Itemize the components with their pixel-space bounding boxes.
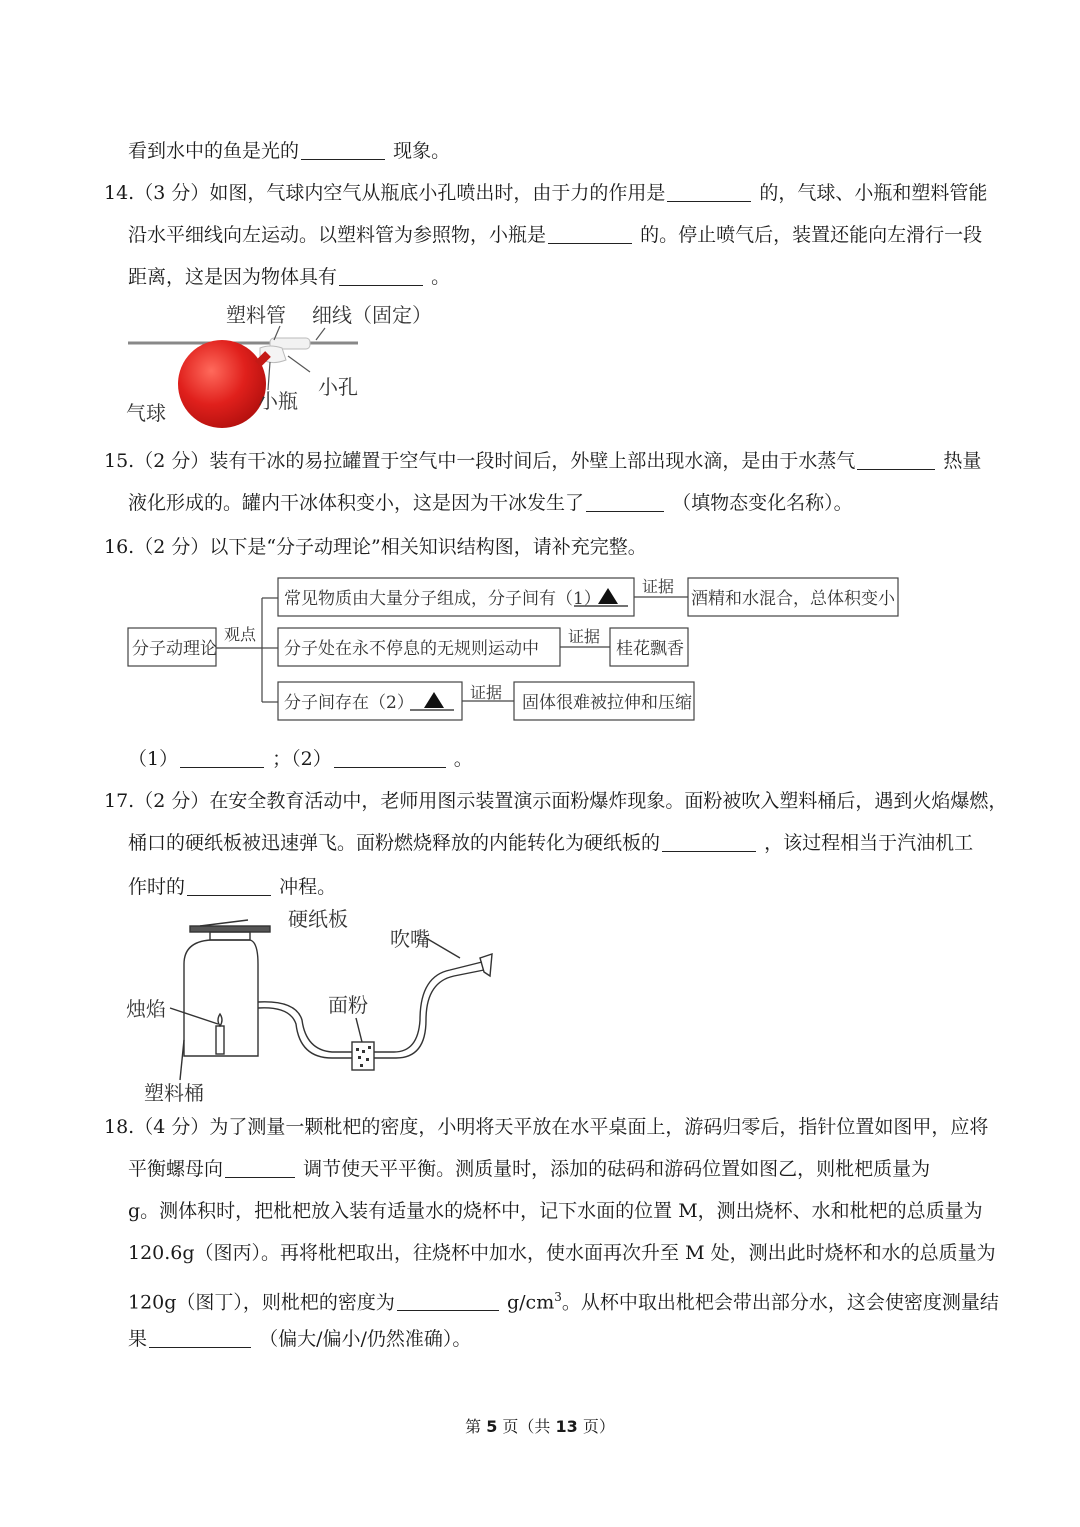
q13-text-a: 看到水中的鱼是光的 (128, 140, 300, 162)
q17-blank-1[interactable] (662, 831, 756, 852)
string-label: 细线（固定） (312, 303, 432, 327)
branch-3-label: 分子间存在（2） (284, 693, 414, 713)
evidence-3-text: 固体很难被拉伸和压缩 (522, 693, 692, 713)
q17-line-2 (128, 830, 973, 856)
candle (216, 1026, 224, 1054)
view-label: 观点 (224, 625, 257, 644)
branch-1-label: 常见物质由大量分子组成，分子间有（1） (284, 589, 601, 609)
q13-answer-blank[interactable] (301, 139, 385, 160)
evidence-label-3: 证据 (470, 683, 503, 702)
bucket-label: 塑料桶 (144, 1081, 204, 1105)
q14-line-1 (104, 180, 987, 206)
flour-explosion-figure (120, 900, 500, 1106)
branch-2-label: 分子处在永不停息的无规则运动中 (284, 639, 539, 659)
q13-line (128, 138, 450, 164)
footer-text: 第 (465, 1417, 487, 1436)
q18-line-1 (104, 1114, 988, 1140)
q17-text: 17.（2 分）在安全教育活动中，老师用图示装置演示面粉爆炸现象。面粉被吹入塑料桶后，遇到火焰爆燃， (104, 790, 1008, 812)
q18-text: 120g（图丁），则枇杷的密度为 (128, 1291, 395, 1314)
q14-blank-2[interactable] (548, 223, 632, 244)
q18-text: （偏大/偏小/仍然准确）。 (259, 1328, 472, 1350)
q18-text: 调节使天平平衡。测质量时，添加的砝码和游码位置如图乙，则枇杷质量为 (303, 1158, 931, 1180)
total-pages: 13 (555, 1417, 578, 1436)
q18-line-4 (128, 1240, 996, 1266)
footer-text: 页（共 (497, 1417, 556, 1436)
cardboard (190, 926, 270, 932)
bottle-label: 小瓶 (258, 389, 298, 413)
q18-text: g。测体积时，把枇杷放入装有适量水的烧杯中，记下水面的位置 M，测出烧杯、水和枇杷的总质量为 (128, 1200, 983, 1222)
unit-exponent: 3 (554, 1290, 562, 1304)
q14-line-2 (128, 222, 982, 248)
molecular-theory-diagram (120, 570, 910, 730)
root-label: 分子动理论 (132, 639, 217, 659)
q18-text: 平衡螺母向 (128, 1158, 224, 1180)
q18-text: 120.6g（图丙）。再将枇杷取出，往烧杯中加水，使水面再次升至 M 处，测出此时烧杯和水的总质量为 (128, 1242, 996, 1264)
q15-blank-2[interactable] (586, 491, 664, 512)
mouthpiece-label: 吹嘴 (390, 927, 430, 951)
footer-text: 页） (577, 1417, 615, 1436)
q18-line-6 (128, 1326, 471, 1352)
q17-text: 作时的 (128, 876, 186, 898)
q17-line-1 (104, 788, 1007, 814)
page-footer (0, 1414, 1080, 1437)
blank-triangle-2 (424, 692, 444, 708)
q17-line-3 (128, 874, 336, 900)
evidence-label-2: 证据 (568, 627, 601, 646)
q14-blank-3[interactable] (339, 265, 423, 286)
blank-triangle-1 (598, 588, 618, 604)
q18-blank-2[interactable] (397, 1290, 499, 1311)
flour-label: 面粉 (328, 993, 368, 1017)
q16-blank-2[interactable] (334, 747, 446, 768)
q18-blank-1[interactable] (225, 1157, 295, 1178)
q15-text: 液化形成的。罐内干冰体积变小，这是因为干冰发生了 (128, 492, 585, 514)
q14-text: 14.（3 分）如图，气球内空气从瓶底小孔喷出时，由于力的作用是 (104, 182, 666, 204)
balloon (178, 340, 266, 428)
density-unit: g/cm (506, 1291, 555, 1314)
q14-text: 。 (431, 266, 451, 288)
q16-text: （1） (128, 748, 179, 770)
mouthpiece (480, 954, 492, 976)
evidence-1-text: 酒精和水混合，总体积变小 (691, 589, 895, 609)
q16-text: 。 (453, 748, 473, 770)
q15-line-2 (128, 490, 853, 516)
evidence-2-text: 桂花飘香 (616, 639, 684, 659)
tube-label: 塑料管 (226, 303, 286, 327)
q18-text: 。从杯中取出枇杷会带出部分水，这会使密度测量结 (561, 1291, 999, 1314)
plastic-bucket (184, 940, 258, 1056)
evidence-label-1: 证据 (642, 577, 675, 596)
balloon-label: 气球 (126, 401, 166, 425)
q15-text: （填物态变化名称）。 (672, 492, 853, 514)
q16-text: ；（2） (272, 748, 332, 770)
q14-text: 沿水平细线向左运动。以塑料管为参照物，小瓶是 (128, 224, 547, 246)
q17-text: ，该过程相当于汽油机工 (764, 832, 974, 854)
q14-text: 距离，这是因为物体具有 (128, 266, 338, 288)
balloon-figure (120, 298, 432, 430)
q13-text-b: 现象。 (393, 140, 451, 162)
flame-label: 烛焰 (126, 997, 166, 1021)
q15-text: 热量 (943, 450, 982, 472)
q16-answer-line (128, 746, 473, 772)
q16-line-1 (104, 534, 647, 560)
q16-blank-1[interactable] (180, 747, 264, 768)
q17-text: 冲程。 (279, 876, 337, 898)
page-number: 5 (486, 1417, 498, 1436)
q16-text: 16.（2 分）以下是“分子动理论”相关知识结构图，请补充完整。 (104, 536, 647, 558)
q17-blank-2[interactable] (187, 875, 271, 896)
q18-line-2 (128, 1156, 930, 1182)
q17-text: 桶口的硬纸板被迅速弹飞。面粉燃烧释放的内能转化为硬纸板的 (128, 832, 661, 854)
q15-blank-1[interactable] (857, 449, 935, 470)
q14-text: 的，气球、小瓶和塑料管能 (759, 182, 988, 204)
cardboard-label: 硬纸板 (288, 907, 348, 931)
q14-line-3 (128, 264, 450, 290)
q18-blank-3[interactable] (149, 1327, 251, 1348)
hole-label: 小孔 (318, 375, 358, 399)
q18-text: 18.（4 分）为了测量一颗枇杷的密度，小明将天平放在水平桌面上，游码归零后，指针位置如图甲，应将 (104, 1116, 989, 1138)
q14-blank-1[interactable] (667, 181, 751, 202)
q18-text: 果 (128, 1328, 148, 1350)
q18-line-5 (128, 1284, 999, 1315)
q15-line-1 (104, 448, 981, 474)
q15-text: 15.（2 分）装有干冰的易拉罐置于空气中一段时间后，外壁上部出现水滴，是由于水蒸气 (104, 450, 856, 472)
q18-line-3 (128, 1198, 983, 1224)
q14-text: 的。停止喷气后，装置还能向左滑行一段 (640, 224, 983, 246)
